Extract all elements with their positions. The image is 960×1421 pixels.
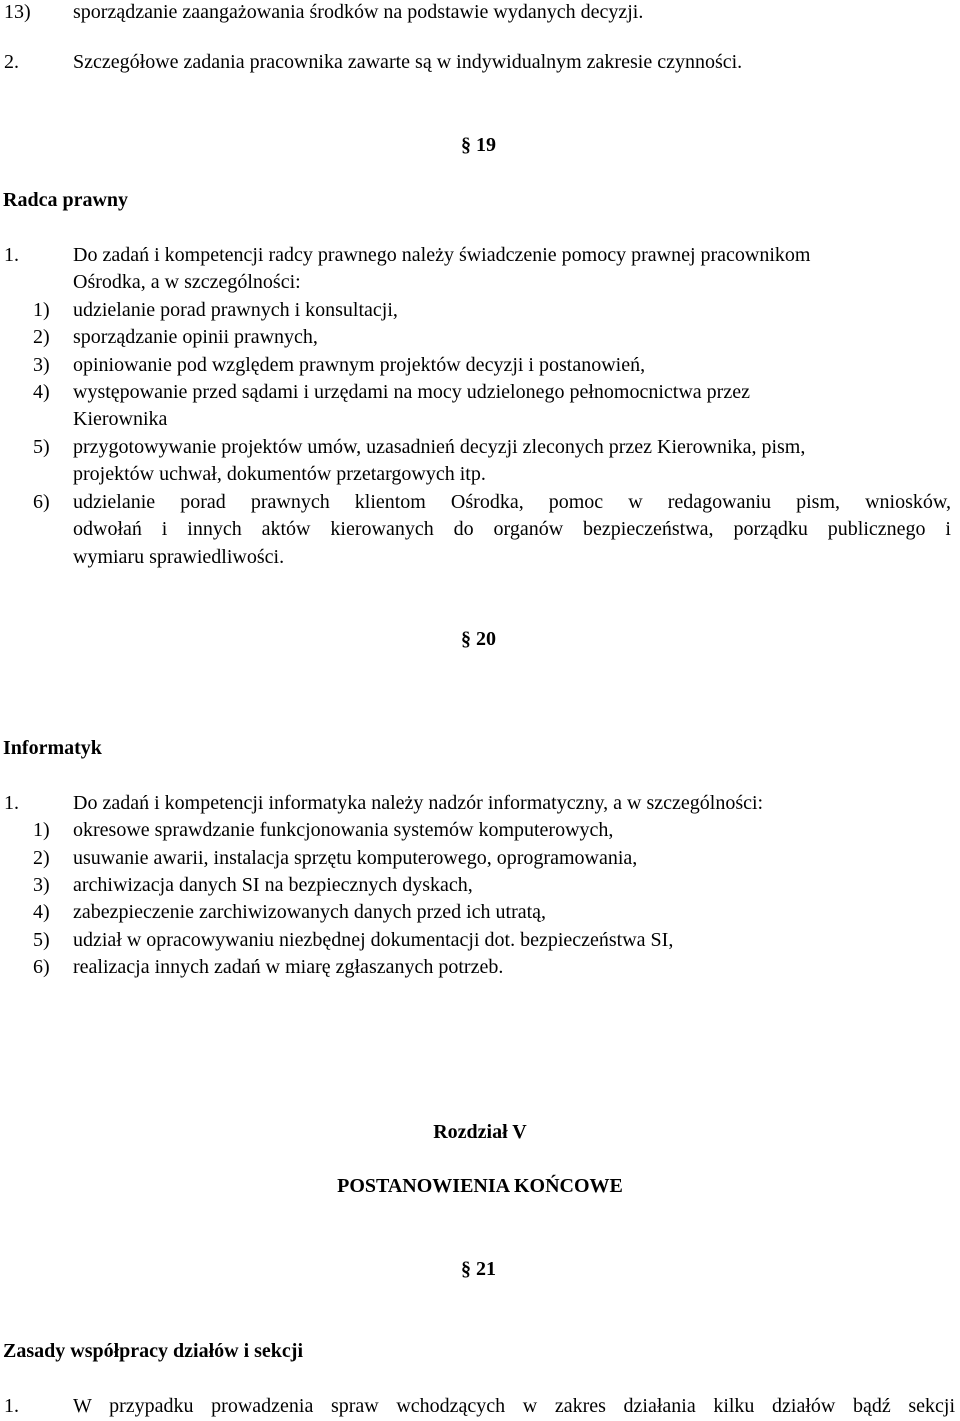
list-item-text: okresowe sprawdzanie funkcjonowania systemów komputerowych, bbox=[73, 819, 614, 841]
list-number: 4) bbox=[33, 901, 50, 923]
chapter-subtitle: POSTANOWIENIA KOŃCOWE bbox=[337, 1175, 623, 1197]
list-item-text: projektów uchwał, dokumentów przetargowych itp. bbox=[73, 463, 486, 485]
section-19-heading: § 19 bbox=[461, 134, 496, 156]
list-item-text: przygotowywanie projektów umów, uzasadnień decyzji zleconych przez Kierownika, pism, bbox=[73, 436, 806, 458]
list-item-text: udzielanie porad prawnych klientom Ośrodka, pomoc w redagowaniu pism, wniosków, bbox=[73, 491, 951, 513]
list-item-text: usuwanie awarii, instalacja sprzętu komputerowego, oprogramowania, bbox=[73, 847, 638, 869]
section-19-title: Radca prawny bbox=[3, 189, 129, 211]
list-item-text: występowanie przed sądami i urzędami na mocy udzielonego pełnomocnictwa przez bbox=[73, 381, 750, 403]
list-item-text: udział w opracowywaniu niezbędnej dokumentacji dot. bezpieczeństwa SI, bbox=[73, 929, 674, 951]
paragraph-number: 1. bbox=[4, 792, 19, 814]
list-number: 5) bbox=[33, 436, 50, 458]
list-number: 2) bbox=[33, 847, 50, 869]
list-number: 4) bbox=[33, 381, 50, 403]
paragraph-number: 1. bbox=[4, 244, 19, 266]
section-21-title: Zasady współpracy działów i sekcji bbox=[3, 1340, 304, 1362]
list-item-text: opiniowanie pod względem prawnym projektów decyzji i postanowień, bbox=[73, 354, 646, 376]
section-21-heading: § 21 bbox=[461, 1258, 496, 1280]
paragraph-number: 1. bbox=[4, 1395, 19, 1417]
list-item-text: wymiaru sprawiedliwości. bbox=[73, 546, 285, 568]
list-item-text: archiwizacja danych SI na bezpiecznych dyskach, bbox=[73, 874, 473, 896]
list-number: 1) bbox=[33, 819, 50, 841]
list-item-text: sporządzanie opinii prawnych, bbox=[73, 326, 318, 348]
paragraph-text: Do zadań i kompetencji radcy prawnego należy świadczenie pomocy prawnej pracownikom bbox=[73, 244, 811, 266]
list-item-text: udzielanie porad prawnych i konsultacji, bbox=[73, 299, 398, 321]
list-number: 3) bbox=[33, 874, 50, 896]
list-item-text: zabezpieczenie zarchiwizowanych danych przed ich utratą, bbox=[73, 901, 547, 923]
list-number: 5) bbox=[33, 929, 50, 951]
paragraph-number: 2. bbox=[4, 51, 19, 73]
paragraph-text: W przypadku prowadzenia spraw wchodzących w zakres działania kilku działów bądź sekcji bbox=[73, 1395, 955, 1417]
list-item-text: realizacja innych zadań w miarę zgłaszanych potrzeb. bbox=[73, 956, 504, 978]
list-item-text: Kierownika bbox=[73, 408, 168, 430]
list-number: 6) bbox=[33, 491, 50, 513]
list-number: 13) bbox=[4, 1, 31, 23]
chapter-title: Rozdział V bbox=[433, 1121, 527, 1143]
list-item-text: sporządzanie zaangażowania środków na podstawie wydanych decyzji. bbox=[73, 1, 644, 23]
list-number: 2) bbox=[33, 326, 50, 348]
section-20-heading: § 20 bbox=[461, 628, 496, 650]
list-number: 6) bbox=[33, 956, 50, 978]
paragraph-text: Ośrodka, a w szczególności: bbox=[73, 271, 301, 293]
section-20-title: Informatyk bbox=[3, 737, 102, 759]
list-number: 3) bbox=[33, 354, 50, 376]
list-item-text: odwołań i innych aktów kierowanych do organów bezpieczeństwa, porządku publicznego i bbox=[73, 518, 951, 540]
list-number: 1) bbox=[33, 299, 50, 321]
paragraph-text: Do zadań i kompetencji informatyka należy nadzór informatyczny, a w szczególności: bbox=[73, 792, 764, 814]
paragraph-text: Szczegółowe zadania pracownika zawarte są w indywidualnym zakresie czynności. bbox=[73, 51, 743, 73]
